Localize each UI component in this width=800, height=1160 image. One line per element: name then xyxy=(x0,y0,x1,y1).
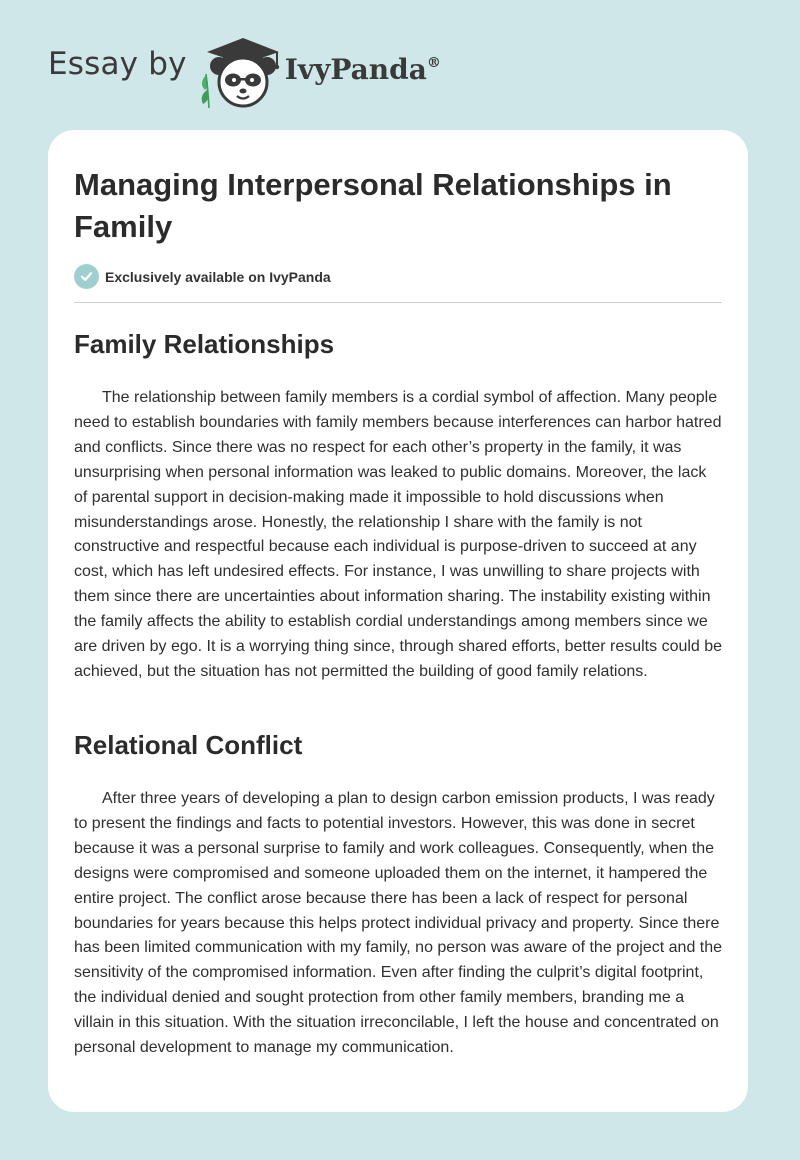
section-paragraph-family-relationships: The relationship between family members is a cordial symbol of affection. Many people need to establish boundaries with family members because interferences can harbor hatred and conflicts. Since there was no respect for each other’s property in the family, it was unsurprising when personal information was leaked to public domains. Moreover, the lack of parental support in decision-making made it impossible to hold discussions when misunderstandings arose. Honestly, the relationship I share with the family is not constructive and respectful because each individual is purpose-driven to succeed at any cost, which has left undesired effects. For instance, I was unwilling to share projects with them since there are uncertainties about information sharing. The instability existing within the family affects the ability to establish cordial understandings among members since we are driven by ego. It is a worrying thing since, through shared efforts, better results could be achieved, but the situation has not permitted the building of good family relations. xyxy=(74,389,723,680)
divider xyxy=(74,302,722,303)
site-header xyxy=(48,30,441,110)
brand-text[interactable]: IvyPanda xyxy=(284,52,427,86)
section-heading-family-relationships: Family Relationships xyxy=(74,329,335,359)
registered-mark: ® xyxy=(426,54,441,71)
panda-logo-icon[interactable] xyxy=(197,30,283,110)
check-icon xyxy=(74,264,99,289)
exclusive-text: Exclusively available on IvyPanda xyxy=(105,268,331,285)
section-paragraph-relational-conflict: After three years of developing a plan to design carbon emission products, I was ready to present the findings and facts to potential investors. However, this was done in secret because it was a personal surprise to family and work colleagues. Consequently, when the designs were compromised and someone uploaded them on the internet, it hampered the entire project. The conflict arose because there has been a lack of respect for personal boundaries for years because this helps protect individual privacy and property. Since there has been limited communication with my family, no person was aware of the project and the sensitivity of the compromised information. Even after finding the culprit’s digital footprint, the individual denied and sought protection from other family members, branding me a villain in this situation. With the situation irreconcilable, I left the house and concentrated on personal development to manage my communication. xyxy=(74,790,723,1057)
article-card xyxy=(48,130,748,1112)
article-title: Managing Interpersonal Relationships in Family xyxy=(74,167,672,244)
essay-by-label: Essay by xyxy=(48,46,187,82)
brand-name[interactable] xyxy=(285,53,441,86)
exclusive-badge xyxy=(74,264,331,289)
section-heading-relational-conflict: Relational Conflict xyxy=(74,730,303,760)
